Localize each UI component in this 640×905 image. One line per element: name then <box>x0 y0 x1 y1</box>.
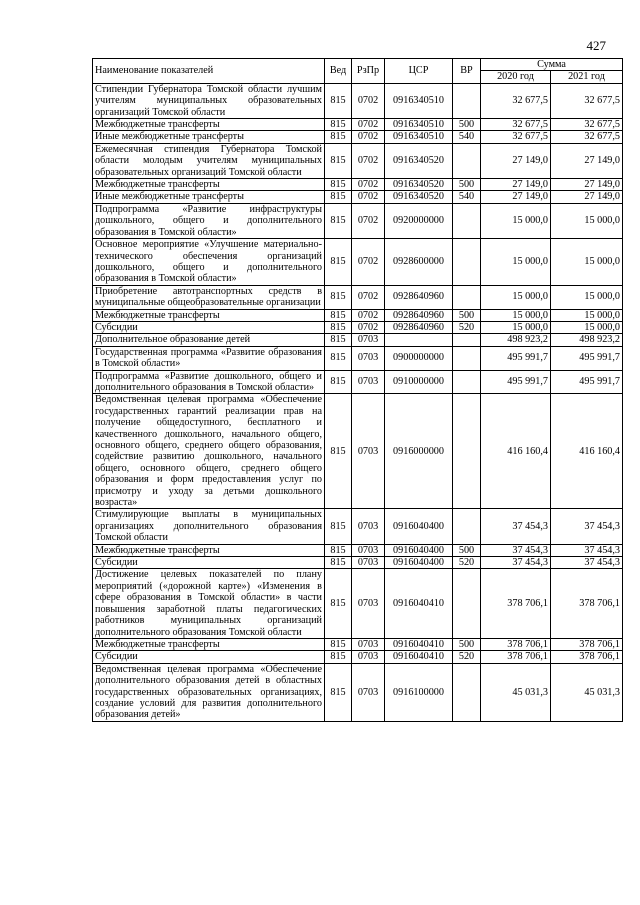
cell-2021: 37 454,3 <box>551 544 623 556</box>
cell-vr: 520 <box>453 557 481 569</box>
cell-rzpr: 0702 <box>352 285 385 309</box>
table-row <box>93 179 623 191</box>
table-row <box>93 651 623 663</box>
cell-2021: 378 706,1 <box>551 638 623 650</box>
cell-csr <box>385 334 453 346</box>
header-name: Наименование показателей <box>93 59 325 84</box>
cell-vr <box>453 569 481 638</box>
cell-rzpr: 0703 <box>352 334 385 346</box>
cell-rzpr: 0702 <box>352 83 385 118</box>
table-row <box>93 509 623 544</box>
cell-rzpr: 0703 <box>352 557 385 569</box>
cell-vr: 500 <box>453 544 481 556</box>
cell-2020: 378 706,1 <box>481 651 551 663</box>
cell-name: Стипендии Губернатора Томской области лучшим учителям муниципальных образовательных организаций Томской области <box>93 83 325 118</box>
cell-2021: 32 677,5 <box>551 83 623 118</box>
cell-name: Приобретение автотранспортных средств в муниципальные общеобразовательные организации <box>93 285 325 309</box>
cell-2020: 495 991,7 <box>481 370 551 394</box>
cell-csr: 0916000000 <box>385 394 453 509</box>
cell-name: Стимулирующие выплаты в муниципальных организациях дополнительного образования Томской области <box>93 509 325 544</box>
cell-vr <box>453 239 481 286</box>
cell-2021: 32 677,5 <box>551 131 623 143</box>
table-row <box>93 191 623 203</box>
table-header <box>93 59 623 84</box>
cell-2021: 378 706,1 <box>551 651 623 663</box>
cell-rzpr: 0702 <box>352 191 385 203</box>
cell-ved: 815 <box>325 191 352 203</box>
cell-name: Подпрограмма «Развитие инфраструктуры дошкольного, общего и дополнительного образования в Томской области» <box>93 203 325 238</box>
cell-ved: 815 <box>325 370 352 394</box>
cell-vr <box>453 285 481 309</box>
cell-name: Основное мероприятие «Улучшение материально-технического обеспечения организаций дошкольного, общего и дополнительного образования в Томской области» <box>93 239 325 286</box>
header-csr: ЦСР <box>385 59 453 84</box>
budget-table <box>92 58 623 722</box>
table-row <box>93 638 623 650</box>
cell-name: Межбюджетные трансферты <box>93 544 325 556</box>
cell-csr: 0928640960 <box>385 321 453 333</box>
table-row <box>93 131 623 143</box>
cell-2020: 37 454,3 <box>481 509 551 544</box>
cell-2021: 15 000,0 <box>551 285 623 309</box>
table-row <box>93 557 623 569</box>
cell-csr: 0928640960 <box>385 309 453 321</box>
page-number: 427 <box>586 38 606 53</box>
table-row <box>93 309 623 321</box>
cell-name: Межбюджетные трансферты <box>93 309 325 321</box>
cell-csr: 0916040410 <box>385 569 453 638</box>
cell-csr: 0916040410 <box>385 651 453 663</box>
cell-2020: 498 923,2 <box>481 334 551 346</box>
cell-name: Ведомственная целевая программа «Обеспечение государственных гарантий реализации прав на получение общедоступного, бесплатного и качественного дошкольного, начального общего, основного общего, среднего общего образования, содействие развитию дошкольного, начального общего, основного общего, среднего общего образования и форм предоставления услуг по присмотру и уходу за детьми дошкольного возраста» <box>93 394 325 509</box>
cell-vr <box>453 203 481 238</box>
cell-csr: 0916040410 <box>385 638 453 650</box>
cell-2020: 32 677,5 <box>481 83 551 118</box>
cell-name: Иные межбюджетные трансферты <box>93 131 325 143</box>
cell-ved: 815 <box>325 119 352 131</box>
cell-csr: 0900000000 <box>385 346 453 370</box>
cell-rzpr: 0703 <box>352 638 385 650</box>
cell-ved: 815 <box>325 321 352 333</box>
cell-csr: 0916040400 <box>385 509 453 544</box>
cell-2021: 495 991,7 <box>551 370 623 394</box>
cell-rzpr: 0703 <box>352 346 385 370</box>
cell-vr <box>453 370 481 394</box>
table-row <box>93 119 623 131</box>
cell-2020: 416 160,4 <box>481 394 551 509</box>
cell-name: Межбюджетные трансферты <box>93 179 325 191</box>
cell-2021: 378 706,1 <box>551 569 623 638</box>
cell-csr: 0916100000 <box>385 663 453 721</box>
table-row <box>93 334 623 346</box>
cell-2021: 27 149,0 <box>551 191 623 203</box>
cell-rzpr: 0703 <box>352 370 385 394</box>
cell-2021: 498 923,2 <box>551 334 623 346</box>
cell-ved: 815 <box>325 346 352 370</box>
cell-name: Ведомственная целевая программа «Обеспечение дополнительного образования детей в областных государственных образовательных организациях, создание условий для развития дополнительного образования детей» <box>93 663 325 721</box>
cell-rzpr: 0703 <box>352 569 385 638</box>
header-2020: 2020 год <box>481 71 551 83</box>
cell-csr: 0916340510 <box>385 119 453 131</box>
cell-ved: 815 <box>325 569 352 638</box>
cell-csr: 0916340510 <box>385 131 453 143</box>
cell-2020: 37 454,3 <box>481 544 551 556</box>
cell-name: Субсидии <box>93 651 325 663</box>
cell-ved: 815 <box>325 309 352 321</box>
cell-vr: 500 <box>453 179 481 191</box>
table-row <box>93 143 623 178</box>
cell-2020: 15 000,0 <box>481 239 551 286</box>
cell-vr <box>453 334 481 346</box>
cell-vr <box>453 83 481 118</box>
cell-name: Иные межбюджетные трансферты <box>93 191 325 203</box>
table-body <box>93 83 623 721</box>
cell-2020: 15 000,0 <box>481 309 551 321</box>
cell-vr <box>453 663 481 721</box>
table-row <box>93 321 623 333</box>
cell-rzpr: 0702 <box>352 131 385 143</box>
cell-name: Достижение целевых показателей по плану мероприятий («дорожной карте») «Изменения в сфере образования в Томской области» в части повышения заработной платы педагогических работников муниципальных организаций дополнительного образования Томской области <box>93 569 325 638</box>
table-row <box>93 370 623 394</box>
cell-2020: 378 706,1 <box>481 569 551 638</box>
cell-vr: 540 <box>453 191 481 203</box>
cell-ved: 815 <box>325 83 352 118</box>
cell-rzpr: 0702 <box>352 203 385 238</box>
cell-2020: 27 149,0 <box>481 191 551 203</box>
cell-rzpr: 0703 <box>352 544 385 556</box>
cell-ved: 815 <box>325 544 352 556</box>
cell-ved: 815 <box>325 131 352 143</box>
cell-2021: 495 991,7 <box>551 346 623 370</box>
cell-2021: 45 031,3 <box>551 663 623 721</box>
cell-vr <box>453 143 481 178</box>
cell-vr: 540 <box>453 131 481 143</box>
cell-name: Ежемесячная стипендия Губернатора Томской области молодым учителям муниципальных образовательных организаций Томской области <box>93 143 325 178</box>
header-2021: 2021 год <box>551 71 623 83</box>
cell-ved: 815 <box>325 557 352 569</box>
cell-vr: 500 <box>453 119 481 131</box>
cell-ved: 815 <box>325 334 352 346</box>
table-row <box>93 83 623 118</box>
cell-2020: 45 031,3 <box>481 663 551 721</box>
cell-ved: 815 <box>325 651 352 663</box>
cell-vr <box>453 509 481 544</box>
cell-csr: 0928640960 <box>385 285 453 309</box>
cell-2020: 37 454,3 <box>481 557 551 569</box>
cell-vr: 520 <box>453 651 481 663</box>
cell-csr: 0916340510 <box>385 83 453 118</box>
cell-csr: 0916340520 <box>385 179 453 191</box>
cell-rzpr: 0702 <box>352 179 385 191</box>
cell-csr: 0916340520 <box>385 143 453 178</box>
cell-ved: 815 <box>325 394 352 509</box>
cell-2021: 15 000,0 <box>551 203 623 238</box>
cell-2020: 495 991,7 <box>481 346 551 370</box>
cell-name: Межбюджетные трансферты <box>93 119 325 131</box>
cell-2020: 27 149,0 <box>481 179 551 191</box>
table-row <box>93 569 623 638</box>
cell-rzpr: 0702 <box>352 321 385 333</box>
cell-ved: 815 <box>325 285 352 309</box>
cell-2021: 37 454,3 <box>551 509 623 544</box>
cell-ved: 815 <box>325 143 352 178</box>
cell-rzpr: 0703 <box>352 651 385 663</box>
cell-name: Межбюджетные трансферты <box>93 638 325 650</box>
cell-2020: 27 149,0 <box>481 143 551 178</box>
cell-ved: 815 <box>325 638 352 650</box>
cell-rzpr: 0703 <box>352 509 385 544</box>
header-rzpr: РзПр <box>352 59 385 84</box>
cell-2021: 32 677,5 <box>551 119 623 131</box>
cell-rzpr: 0702 <box>352 309 385 321</box>
table-row <box>93 394 623 509</box>
cell-rzpr: 0702 <box>352 119 385 131</box>
cell-2020: 32 677,5 <box>481 131 551 143</box>
cell-name: Субсидии <box>93 321 325 333</box>
cell-vr <box>453 346 481 370</box>
cell-vr: 520 <box>453 321 481 333</box>
table-row <box>93 544 623 556</box>
cell-2021: 15 000,0 <box>551 309 623 321</box>
cell-name: Субсидии <box>93 557 325 569</box>
cell-2020: 32 677,5 <box>481 119 551 131</box>
cell-2021: 27 149,0 <box>551 143 623 178</box>
cell-vr <box>453 394 481 509</box>
table-row <box>93 239 623 286</box>
header-ved: Вед <box>325 59 352 84</box>
cell-csr: 0916040400 <box>385 544 453 556</box>
cell-rzpr: 0703 <box>352 663 385 721</box>
cell-2021: 15 000,0 <box>551 321 623 333</box>
cell-ved: 815 <box>325 203 352 238</box>
cell-2020: 15 000,0 <box>481 285 551 309</box>
cell-rzpr: 0703 <box>352 394 385 509</box>
cell-rzpr: 0702 <box>352 143 385 178</box>
cell-csr: 0928600000 <box>385 239 453 286</box>
cell-2021: 15 000,0 <box>551 239 623 286</box>
cell-2020: 378 706,1 <box>481 638 551 650</box>
table-row <box>93 663 623 721</box>
cell-2021: 416 160,4 <box>551 394 623 509</box>
cell-2021: 37 454,3 <box>551 557 623 569</box>
cell-csr: 0920000000 <box>385 203 453 238</box>
cell-2020: 15 000,0 <box>481 203 551 238</box>
table-row <box>93 285 623 309</box>
cell-2021: 27 149,0 <box>551 179 623 191</box>
table-row <box>93 203 623 238</box>
cell-name: Подпрограмма «Развитие дошкольного, общего и дополнительного образования в Томской области» <box>93 370 325 394</box>
cell-csr: 0910000000 <box>385 370 453 394</box>
header-sum: Сумма <box>481 59 623 71</box>
cell-ved: 815 <box>325 663 352 721</box>
table-row <box>93 346 623 370</box>
cell-name: Дополнительное образование детей <box>93 334 325 346</box>
cell-ved: 815 <box>325 239 352 286</box>
cell-csr: 0916040400 <box>385 557 453 569</box>
cell-rzpr: 0702 <box>352 239 385 286</box>
cell-2020: 15 000,0 <box>481 321 551 333</box>
cell-vr: 500 <box>453 638 481 650</box>
cell-name: Государственная программа «Развитие образования в Томской области» <box>93 346 325 370</box>
cell-ved: 815 <box>325 179 352 191</box>
cell-vr: 500 <box>453 309 481 321</box>
cell-csr: 0916340520 <box>385 191 453 203</box>
header-vr: ВР <box>453 59 481 84</box>
cell-ved: 815 <box>325 509 352 544</box>
